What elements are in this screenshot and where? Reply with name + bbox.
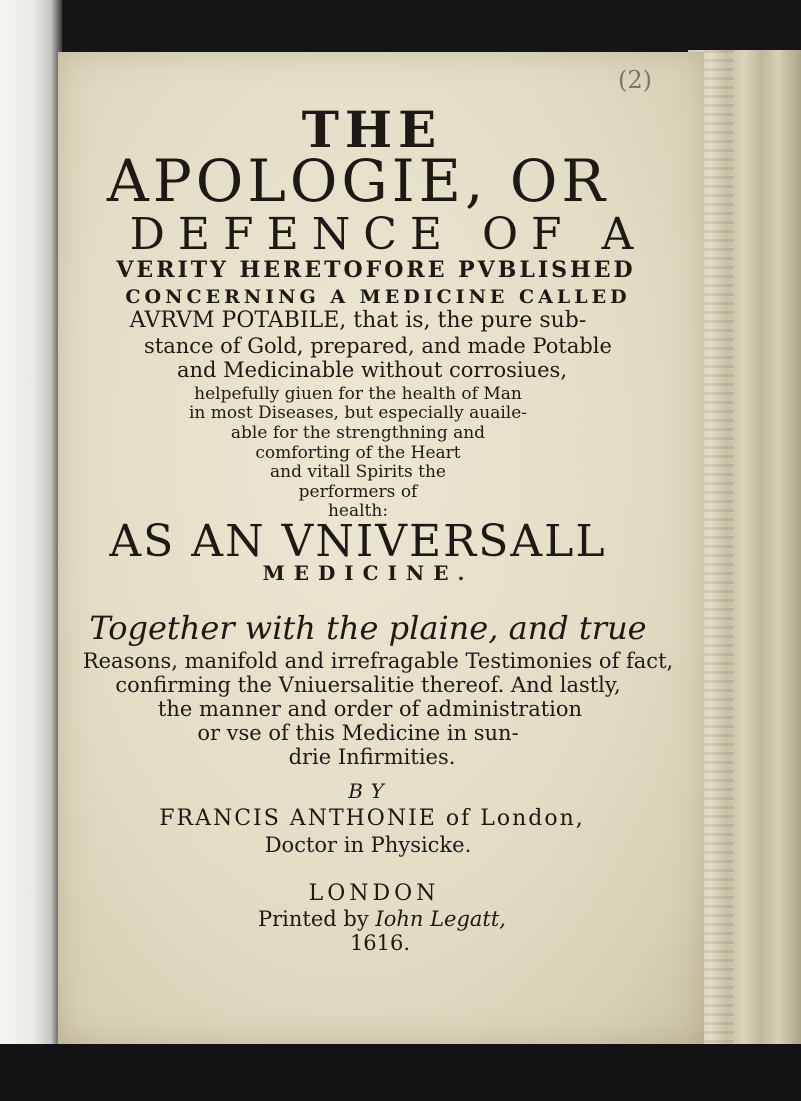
imprint-year: 1616. xyxy=(349,931,411,955)
body-line-use: or vse of this Medicine in sun- xyxy=(197,721,519,745)
body-line-reasons: Reasons, manifold and irrefragable Testimonies of fact, xyxy=(82,649,674,673)
title-the: THE xyxy=(301,100,443,159)
body-line-diseases: in most Diseases, but especially auaile- xyxy=(188,403,528,423)
subtitle-together: Together with the plaine, and true xyxy=(89,609,647,647)
title-aurum-potabile: AVRVM POTABILE, that is, the pure sub- xyxy=(129,308,587,333)
title-verity: VERITY HERETOFORE PVBLISHED xyxy=(116,257,636,283)
title-defence: DEFENCE OF A xyxy=(129,209,647,260)
body-line-helpefully: helpefully giuen for the health of Man xyxy=(194,384,522,404)
body-line-manner: the manner and order of administration xyxy=(157,697,583,721)
body-line-infirmities: drie Infirmities. xyxy=(288,745,456,769)
page-number: (2) xyxy=(618,66,652,94)
body-line-vitall-spirits: and vitall Spirits the xyxy=(270,462,446,482)
printed-by-label: Printed by xyxy=(258,907,369,931)
scanner-bottom-border xyxy=(0,1044,801,1101)
imprint-place: LONDON xyxy=(308,881,440,906)
title-apologie: APOLOGIE, OR xyxy=(106,147,610,215)
body-line-health: health: xyxy=(327,501,389,521)
title-substance-line: stance of Gold, prepared, and made Potable xyxy=(144,334,612,358)
publisher-name: Iohn Legatt, xyxy=(375,907,506,931)
body-line-performers: performers of xyxy=(298,482,418,502)
page-edges-shading xyxy=(704,50,734,1050)
author-title: Doctor in Physicke. xyxy=(264,833,472,857)
body-line-confirming: confirming the Vniuersalitie thereof. And lastly, xyxy=(115,673,621,697)
title-concerning: CONCERNING A MEDICINE CALLED xyxy=(125,286,631,308)
body-line-strengthning: able for the strengthning and xyxy=(230,423,486,443)
byline-label: BY xyxy=(348,779,392,803)
scanner-left-margin xyxy=(0,0,62,1101)
heading-universall: AS AN VNIVERSALL xyxy=(109,516,607,567)
body-line-comforting: comforting of the Heart xyxy=(255,443,461,463)
heading-medicine: MEDICINE. xyxy=(262,561,474,585)
author-name: FRANCIS ANTHONIE of London, xyxy=(159,806,585,831)
imprint-printer xyxy=(58,906,682,932)
title-medicinable-line: and Medicinable without corrosiues, xyxy=(177,358,567,382)
